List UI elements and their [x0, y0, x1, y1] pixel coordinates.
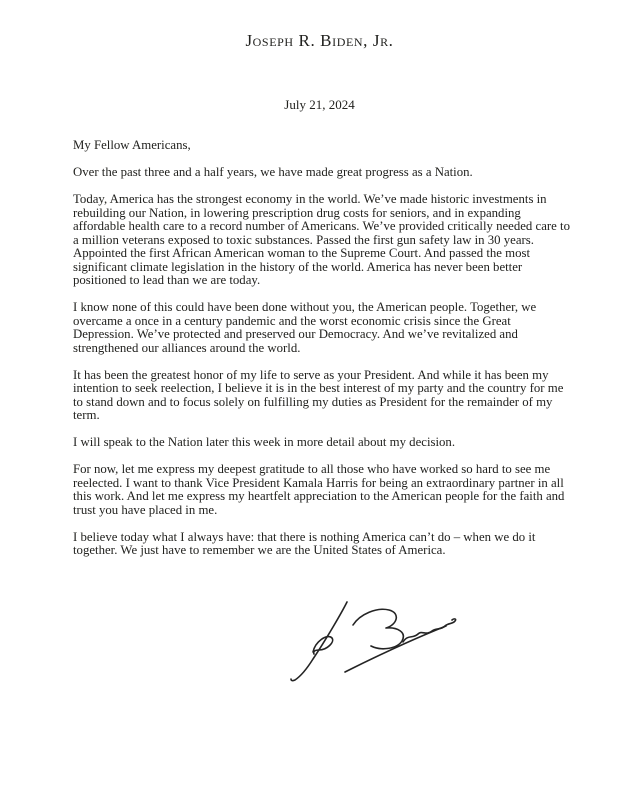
letter-paragraph: Over the past three and a half years, we have made great progress as a Nation. [73, 165, 473, 179]
letterhead-name: Joseph R. Biden, Jr. [245, 31, 394, 50]
letter-paragraph: I believe today what I always have: that there is nothing America can’t do – when we do it together. We just have to remember we are the United States of America. [73, 529, 536, 557]
letter-paragraph: It has been the greatest honor of my life to serve as your President. And while it has been my intention to seek reelection, I believe it is in the best interest of my party and the country for me to stand down and to focus solely on fulfilling my duties as President for the remainder of my term. [73, 367, 564, 422]
joe-biden-signature-icon [283, 595, 463, 687]
letter-paragraph: Today, America has the strongest economy in the world. We’ve made historic investments in rebuilding our Nation, in lowering prescription drug costs for seniors, and in expanding affordable health care to a record number of Americans. We’ve provided critically needed care to a million veterans exposed to toxic substances. Passed the first gun safety law in 30 years. Appointed the first African American woman to the Supreme Court. And passed the most significant climate legislation in the history of the world. America has never been better positioned to lead than we are today. [73, 192, 570, 287]
letter-date: July 21, 2024 [284, 97, 355, 112]
letter-paragraph: For now, let me express my deepest gratitude to all those who have worked so hard to see me reelected. I want to thank Vice President Kamala Harris for being an extraordinary partner in all this work. And let me express my heartfelt appreciation to the American people for the faith and trust you have placed in me. [73, 462, 565, 517]
letter-paragraph: I will speak to the Nation later this week in more detail about my decision. [73, 435, 456, 449]
salutation: My Fellow Americans, [73, 138, 191, 152]
letter-paragraph: I know none of this could have been done without you, the American people. Together, we overcame a once in a century pandemic and the worst economic crisis since the Great Depression. We’ve protected and preserved our Democracy. And we’ve revitalized and strengthened our alliances around the world. [73, 300, 537, 355]
letter-body [73, 139, 570, 571]
